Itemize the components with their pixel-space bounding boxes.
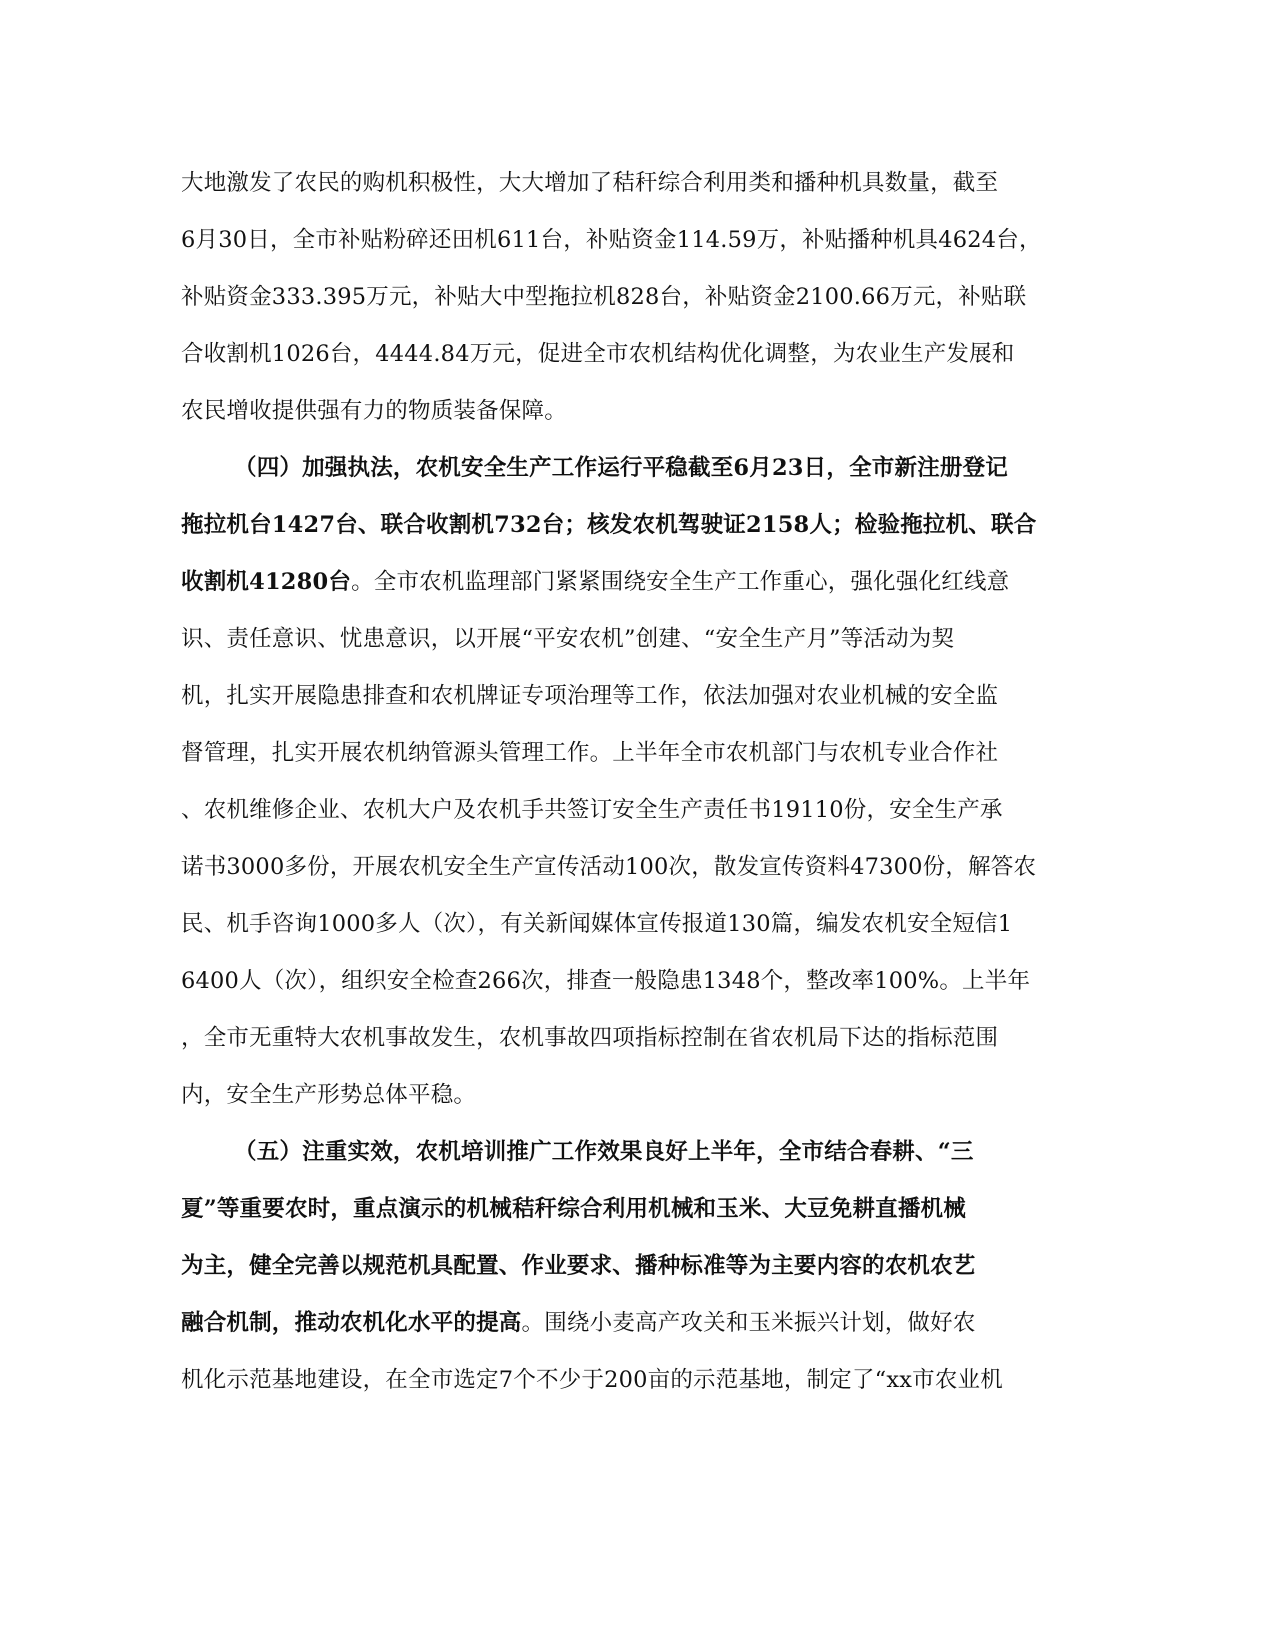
section-heading-line — [181, 1246, 1081, 1286]
text-line — [181, 904, 1081, 944]
text-normal: 内，安全生产形势总体平稳。 — [181, 1082, 477, 1108]
text-line — [181, 391, 1081, 431]
text-normal: 识、责任意识、忧患意识，以开展“平安农机”创建、“安全生产月”等活动为契 — [181, 626, 955, 652]
text-line — [181, 562, 1081, 602]
text-normal: 民、机手咨询1000多人（次），有关新闻媒体宣传报道130篇，编发农机安全短信1 — [181, 911, 1013, 937]
text-normal: 机，扎实开展隐患排查和农机牌证专项治理等工作，依法加强对农业机械的安全监 — [181, 683, 999, 709]
text-line — [181, 847, 1081, 887]
text-line — [181, 733, 1081, 773]
text-bold: 为主，健全完善以规范机具配置、作业要求、播种标准等为主要内容的农机农艺 — [181, 1253, 976, 1279]
text-line — [181, 163, 1081, 203]
text-line — [181, 676, 1081, 716]
text-bold: （四）加强执法，农机安全生产工作运行平稳截至6月23日，全市新注册登记 — [234, 455, 1008, 481]
text-normal: 。围绕小麦高产攻关和玉米振兴计划，做好农 — [521, 1310, 976, 1336]
text-bold: 拖拉机台1427台、联合收割机732台；核发农机驾驶证2158人；检验拖拉机、联合 — [181, 512, 1037, 538]
section-heading-line — [234, 1132, 1134, 1172]
section-heading-line — [181, 505, 1081, 545]
text-bold: 收割机41280台 — [181, 569, 352, 595]
text-normal: 督管理，扎实开展农机纳管源头管理工作。上半年全市农机部门与农机专业合作社 — [181, 740, 999, 766]
text-normal: 机化示范基地建设，在全市选定7个不少于200亩的示范基地，制定了“xx市农业机 — [181, 1367, 1003, 1393]
section-heading-line — [181, 1189, 1081, 1229]
text-normal: 合收割机1026台，4444.84万元，促进全市农机结构优化调整，为农业生产发展和 — [181, 341, 1015, 367]
text-line — [181, 790, 1081, 830]
text-normal: 6400人（次），组织安全检查266次，排查一般隐患1348个，整改率100%。上半年 — [181, 968, 1031, 994]
text-bold: 夏”等重要农时，重点演示的机械秸秆综合利用机械和玉米、大豆免耕直播机械 — [181, 1196, 966, 1222]
text-normal: 诺书3000多份，开展农机安全生产宣传活动100次，散发宣传资料47300份，解答农 — [181, 854, 1037, 880]
text-normal: 农民增收提供强有力的物质装备保障。 — [181, 398, 567, 424]
text-bold: （五）注重实效，农机培训推广工作效果良好上半年，全市结合春耕、“三 — [234, 1139, 974, 1165]
text-line — [181, 1360, 1081, 1400]
text-normal: 6月30日，全市补贴粉碎还田机611台，补贴资金114.59万，补贴播种机具4624台， — [181, 227, 1042, 253]
text-line — [181, 619, 1081, 659]
text-normal: 补贴资金333.395万元，补贴大中型拖拉机828台，补贴资金2100.66万元，补贴联 — [181, 284, 1027, 310]
text-normal: 。全市农机监理部门紧紧围绕安全生产工作重心，强化强化红线意 — [351, 569, 1010, 595]
text-normal: 大地激发了农民的购机积极性，大大增加了秸秆综合利用类和播种机具数量，截至 — [181, 170, 999, 196]
section-heading-line — [234, 448, 1134, 488]
text-normal: ，全市无重特大农机事故发生，农机事故四项指标控制在省农机局下达的指标范围 — [181, 1025, 999, 1051]
text-line — [181, 334, 1081, 374]
text-bold: 融合机制，推动农机化水平的提高 — [181, 1310, 522, 1336]
text-line — [181, 220, 1081, 260]
text-line — [181, 1075, 1081, 1115]
text-line — [181, 277, 1081, 317]
text-line — [181, 961, 1081, 1001]
text-normal: 、农机维修企业、农机大户及农机手共签订安全生产责任书19110份，安全生产承 — [181, 797, 1003, 823]
text-line — [181, 1018, 1081, 1058]
text-line — [181, 1303, 1081, 1343]
